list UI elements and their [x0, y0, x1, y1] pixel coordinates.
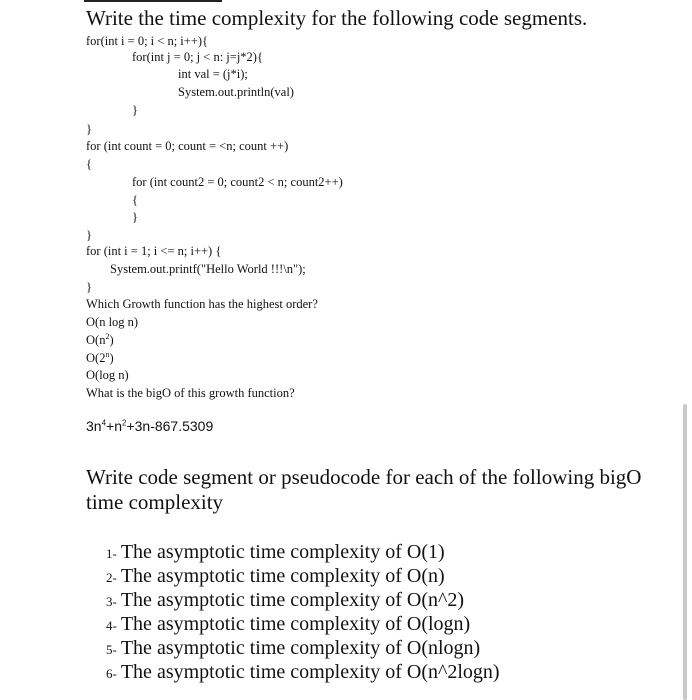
code3-line3: } [86, 280, 92, 294]
code3-line1: for (int i = 1; i <= n; i++) { [86, 244, 222, 258]
code1-line6: } [86, 122, 92, 136]
list-item [106, 589, 464, 612]
list-text: The asymptotic time complexity of O(n) [120, 565, 445, 587]
question-highest-order: Which Growth function has the highest order? [86, 297, 318, 311]
list-text: The asymptotic time complexity of O(logn) [120, 613, 471, 635]
list-text: The asymptotic time complexity of O(n^2) [120, 589, 465, 611]
code1-line2: for(int j = 0; j < n: j=j*2){ [132, 50, 263, 64]
code1-line5: } [132, 103, 138, 117]
list-item [106, 541, 445, 564]
code2-line2: { [86, 157, 92, 171]
list-item [106, 661, 500, 684]
list-number: 2- [106, 570, 117, 585]
code2-line6: } [86, 228, 92, 242]
code1-line1: for(int i = 0; i < n; i++){ [86, 34, 209, 48]
list-number: 1- [106, 546, 117, 561]
question-bigo: What is the bigO of this growth function? [86, 386, 295, 400]
list-number: 3- [106, 594, 117, 609]
code1-line3: int val = (j*i); [178, 67, 248, 81]
list-text: The asymptotic time complexity of O(1) [120, 541, 445, 563]
list-number: 5- [106, 642, 117, 657]
section2-heading-line2: time complexity [86, 490, 224, 514]
code2-line3: for (int count2 = 0; count2 < n; count2++) [132, 175, 343, 189]
list-text: The asymptotic time complexity of O(nlogn) [120, 637, 481, 659]
option-logn: O(log n) [86, 368, 129, 382]
list-number: 6- [106, 666, 117, 681]
code3-line2: System.out.printf("Hello World !!!\n"); [110, 262, 306, 276]
list-number: 4- [106, 618, 117, 633]
option-n-squared: $O(n^2)$ [86, 331, 114, 347]
list-item [106, 613, 470, 636]
list-text: The asymptotic time complexity of O(n^2logn) [120, 661, 500, 683]
page-heading: Write the time complexity for the following code segments. [86, 6, 588, 30]
option-2-to-n: O(2$^n$) [86, 349, 114, 365]
option-nlogn: O(n log n) [86, 315, 139, 329]
section2-heading-line1: Write code segment or pseudocode for each of the following bigO [86, 465, 642, 489]
scrollbar[interactable] [683, 404, 687, 700]
code2-line5: } [132, 210, 138, 224]
list-item [106, 565, 445, 588]
list-item [106, 637, 480, 660]
growth-expression: $3n^4+n^2+3n-867.5309$ [86, 418, 214, 434]
top-rule [84, 0, 222, 2]
code1-line4: System.out.println(val) [178, 85, 294, 99]
code2-line4: { [132, 193, 138, 207]
code2-line1: for (int count = 0; count = <n; count ++) [86, 139, 289, 153]
